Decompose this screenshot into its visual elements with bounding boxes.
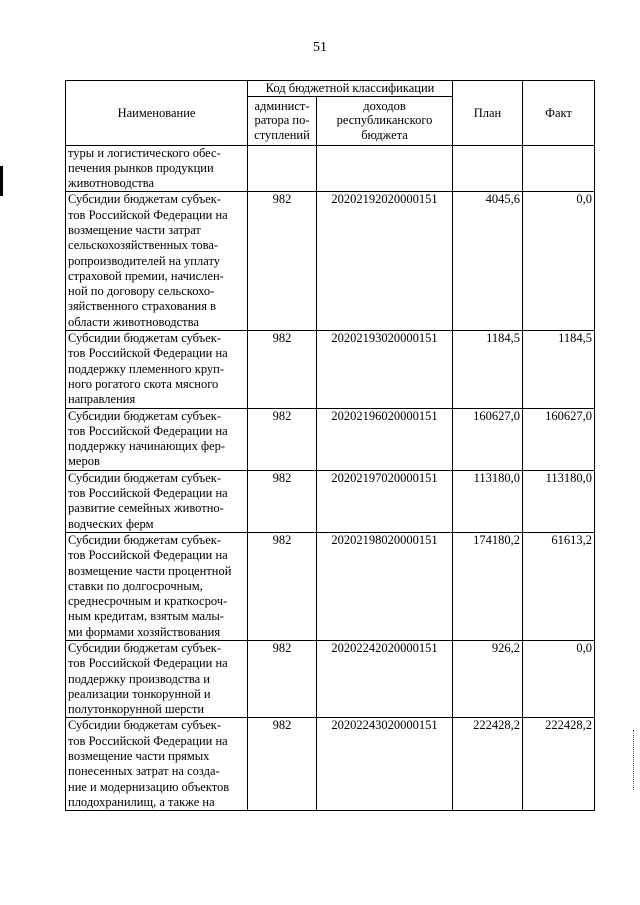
row-name-line: туры и логистического обес- <box>68 145 221 160</box>
row-plan: 926,2 <box>453 641 523 718</box>
table-row <box>66 641 595 718</box>
row-name-line: направления <box>68 392 136 407</box>
row-admin-code: 982 <box>248 470 317 532</box>
row-name-line: Субсидии бюджетам субъек- <box>68 408 221 423</box>
scan-edge-dots <box>633 730 636 790</box>
row-revenue-code <box>317 145 453 192</box>
row-revenue-code: 20202242020000151 <box>317 641 453 718</box>
row-name-line: ным кредитам, взятым малы- <box>68 609 224 624</box>
table-row <box>66 192 595 331</box>
header-fact: Факт <box>523 81 595 146</box>
row-name <box>66 641 248 718</box>
row-name-line: Субсидии бюджетам субъек- <box>68 470 221 485</box>
row-name-line: тов Российской Федерации на <box>68 207 228 222</box>
row-name-line: Субсидии бюджетам субъек- <box>68 331 221 346</box>
row-name-line: полутонкорунной шерсти <box>68 702 205 717</box>
table-row <box>66 532 595 640</box>
row-plan: 174180,2 <box>453 532 523 640</box>
row-revenue-code: 20202196020000151 <box>317 408 453 470</box>
row-name-line: ставки по долгосрочным, <box>68 578 203 593</box>
row-name-line: поддержку племенного круп- <box>68 361 225 376</box>
table-body <box>66 145 595 811</box>
row-name-line: печения рынков продукции <box>68 160 214 175</box>
row-plan: 222428,2 <box>453 718 523 811</box>
header-plan: План <box>453 81 523 146</box>
row-admin-code: 982 <box>248 532 317 640</box>
row-revenue-code: 20202197020000151 <box>317 470 453 532</box>
row-name-line: плодохранилищ, а также на <box>68 794 215 809</box>
header-name: Наименование <box>66 81 248 146</box>
table-row <box>66 145 595 192</box>
row-name <box>66 718 248 811</box>
row-fact: 0,0 <box>523 192 595 331</box>
row-fact: 1184,5 <box>523 331 595 408</box>
header-revenue-line: республиканского <box>336 113 433 128</box>
table-row <box>66 718 595 811</box>
row-plan: 1184,5 <box>453 331 523 408</box>
row-fact: 113180,0 <box>523 470 595 532</box>
row-name-line: поддержку производства и <box>68 671 210 686</box>
row-name-line: понесенных затрат на созда- <box>68 764 220 779</box>
row-name-line: возмещение части прямых <box>68 749 210 764</box>
row-name-line: зяйственного страхования в <box>68 299 217 314</box>
row-name-line: Субсидии бюджетам субъек- <box>68 532 221 547</box>
row-name-line: поддержку начинающих фер- <box>68 439 226 454</box>
row-fact: 222428,2 <box>523 718 595 811</box>
row-name-line: реализации тонкорунной и <box>68 686 211 701</box>
row-fact: 0,0 <box>523 641 595 718</box>
row-admin-code: 982 <box>248 641 317 718</box>
row-name-line: среднесрочным и краткосроч- <box>68 594 228 609</box>
row-name-line: ной по договору сельскохо- <box>68 284 215 299</box>
header-admin-line: ратора по- <box>254 113 310 128</box>
row-admin-code: 982 <box>248 331 317 408</box>
row-name-line: возмещение части процентной <box>68 563 232 578</box>
row-name-line: возмещение части затрат <box>68 222 201 237</box>
row-name <box>66 145 248 192</box>
row-name-line: развитие семейных животно- <box>68 501 224 516</box>
row-plan: 113180,0 <box>453 470 523 532</box>
row-fact: 61613,2 <box>523 532 595 640</box>
table-row <box>66 331 595 408</box>
row-revenue-code: 20202192020000151 <box>317 192 453 331</box>
row-name-line: Субсидии бюджетам субъек- <box>68 192 221 207</box>
row-name-line: тов Российской Федерации на <box>68 346 228 361</box>
header-admin-line: админист- <box>254 98 310 113</box>
row-name-line: тов Российской Федерации на <box>68 733 228 748</box>
row-name <box>66 532 248 640</box>
row-name <box>66 408 248 470</box>
row-name-line: ми формами хозяйствования <box>68 624 221 639</box>
row-name-line: водческих ферм <box>68 516 154 531</box>
row-name-line: ного рогатого скота мясного <box>68 376 219 391</box>
page-number: 51 <box>313 40 327 55</box>
row-name-line: области животноводства <box>68 314 199 329</box>
row-plan: 160627,0 <box>453 408 523 470</box>
row-name-line: страховой премии, начислен- <box>68 268 224 283</box>
header-kbk: Код бюджетной классификации <box>248 81 453 97</box>
row-name-line: сельскохозяйственных това- <box>68 238 219 253</box>
row-admin-code: 982 <box>248 408 317 470</box>
row-fact <box>523 145 595 192</box>
row-name-line: ние и модернизацию объектов <box>68 779 230 794</box>
row-name-line: тов Российской Федерации на <box>68 656 228 671</box>
header-revenue-line: доходов <box>363 98 406 113</box>
header-revenue-line: бюджета <box>361 127 408 142</box>
row-name-line: Субсидии бюджетам субъек- <box>68 641 221 655</box>
row-name-line: тов Российской Федерации на <box>68 548 228 563</box>
header-admin <box>248 96 317 145</box>
row-revenue-code: 20202243020000151 <box>317 718 453 811</box>
row-fact: 160627,0 <box>523 408 595 470</box>
row-name-line: тов Российской Федерации на <box>68 486 228 501</box>
row-name <box>66 192 248 331</box>
row-plan <box>453 145 523 192</box>
table-row <box>66 470 595 532</box>
row-admin-code: 982 <box>248 192 317 331</box>
table-row <box>66 408 595 470</box>
scan-edge-mark <box>0 166 3 196</box>
budget-table <box>65 80 595 811</box>
header-revenue <box>317 96 453 145</box>
row-name-line: ропроизводителей на уплату <box>68 253 220 268</box>
row-name-line: животноводства <box>68 176 154 191</box>
row-name-line: тов Российской Федерации на <box>68 423 228 438</box>
row-name <box>66 331 248 408</box>
row-admin-code <box>248 145 317 192</box>
row-revenue-code: 20202198020000151 <box>317 532 453 640</box>
row-revenue-code: 20202193020000151 <box>317 331 453 408</box>
row-admin-code: 982 <box>248 718 317 811</box>
row-plan: 4045,6 <box>453 192 523 331</box>
header-admin-line: ступлений <box>254 127 310 142</box>
row-name <box>66 470 248 532</box>
row-name-line: меров <box>68 454 100 469</box>
row-name-line: Субсидии бюджетам субъек- <box>68 718 221 733</box>
